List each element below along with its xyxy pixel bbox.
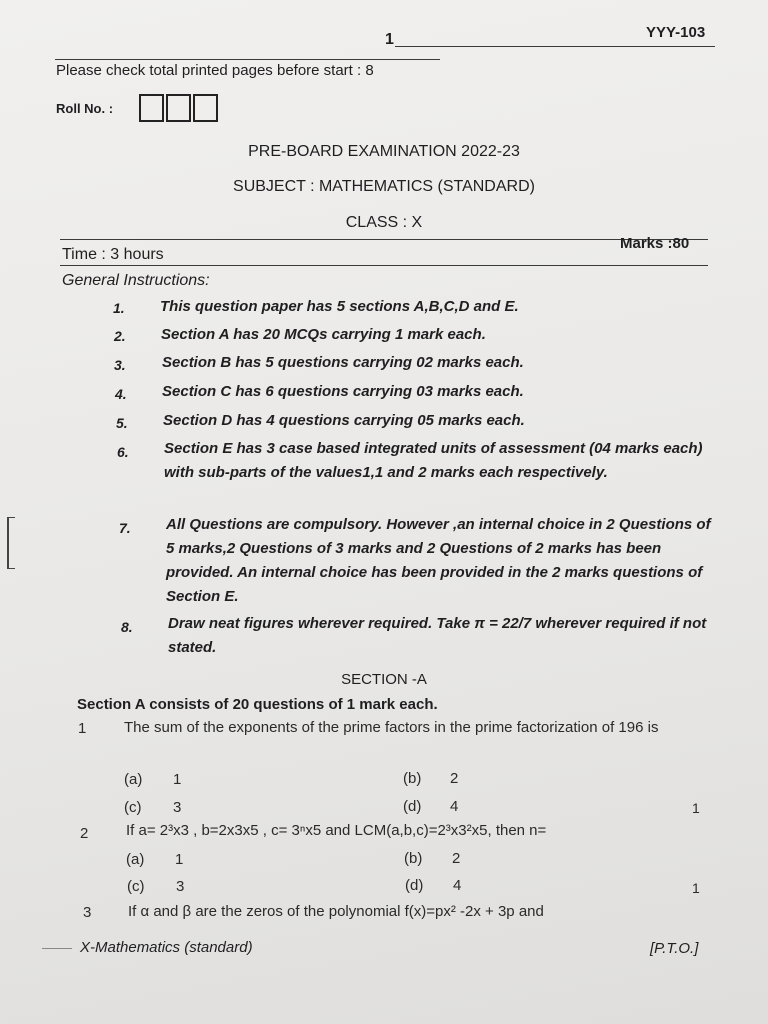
instruction-text: All Questions are compulsory. However ,an internal choice in 2 Questions of 5 marks,2 Questions of 3 marks and 2 Questions of 2 marks has been provided. An internal choice has been provided in the 2 marks questions of Section E. bbox=[166, 516, 711, 605]
option-label: (c) bbox=[124, 799, 142, 816]
option-label: (c) bbox=[127, 878, 145, 895]
instruction-number: 6. bbox=[117, 444, 129, 460]
instruction-text: Section E has 3 case based integrated units of assessment (04 marks each) with sub-parts of the values1,1 and 2 marks each respectively. bbox=[164, 440, 703, 481]
general-instructions-title: General Instructions: bbox=[62, 272, 210, 289]
header-rule bbox=[395, 46, 715, 47]
option-label: (a) bbox=[126, 851, 145, 868]
section-subtitle: Section A consists of 20 questions of 1 mark each. bbox=[77, 696, 438, 713]
section-title: SECTION -A bbox=[341, 671, 427, 688]
footer-subject: X-Mathematics (standard) bbox=[80, 939, 253, 956]
option-label: (d) bbox=[405, 877, 424, 894]
top-rule bbox=[55, 59, 440, 60]
subject-title: SUBJECT : MATHEMATICS (STANDARD) bbox=[233, 178, 535, 195]
option-value: 1 bbox=[173, 771, 182, 788]
class-label: CLASS : X bbox=[345, 214, 423, 231]
option-value: 3 bbox=[173, 799, 182, 816]
footer-dash bbox=[42, 948, 72, 949]
instruction-number: 2. bbox=[114, 328, 126, 344]
exam-title: PRE-BOARD EXAMINATION 2022-23 bbox=[248, 143, 520, 160]
question-marks: 1 bbox=[692, 880, 700, 896]
question-text: If α and β are the zeros of the polynomial f(x)=px² -2x + 3p and bbox=[128, 903, 544, 920]
option-value: 2 bbox=[450, 770, 459, 787]
option-label: (a) bbox=[124, 771, 143, 788]
page-number: 1 bbox=[385, 31, 394, 48]
marks-label: Marks :80 bbox=[620, 235, 690, 252]
roll-number-box[interactable] bbox=[139, 94, 164, 122]
time-label: Time : 3 hours bbox=[62, 246, 164, 263]
instruction-text: Section A has 20 MCQs carrying 1 mark each. bbox=[161, 326, 486, 343]
instruction-number: 3. bbox=[114, 357, 126, 373]
pages-note: Please check total printed pages before start : 8 bbox=[56, 62, 374, 79]
option-value: 3 bbox=[176, 878, 185, 895]
option-value: 4 bbox=[450, 798, 459, 815]
instruction-text: This question paper has 5 sections A,B,C,D and E. bbox=[160, 298, 519, 315]
option-label: (d) bbox=[403, 798, 422, 815]
footer-pto: [P.T.O.] bbox=[650, 940, 699, 957]
info-rule-bottom bbox=[60, 265, 708, 266]
roll-number-label: Roll No. : bbox=[56, 101, 114, 116]
question-marks: 1 bbox=[692, 800, 700, 816]
instruction-number: 1. bbox=[113, 300, 125, 316]
option-value: 4 bbox=[453, 877, 462, 894]
margin-bracket-mark bbox=[7, 517, 15, 569]
instruction-text: Section B has 5 questions carrying 02 marks each. bbox=[162, 354, 524, 371]
instruction-text: Draw neat figures wherever required. Take π = 22/7 wherever required if not stated. bbox=[168, 615, 707, 656]
question-text: If a= 2³x3 , b=2x3x5 , c= 3ⁿx5 and LCM(a,b,c)=2³x3²x5, then n= bbox=[126, 822, 547, 839]
option-value: 1 bbox=[175, 851, 184, 868]
roll-number-box[interactable] bbox=[166, 94, 191, 122]
question-number: 2 bbox=[80, 825, 89, 842]
instruction-number: 4. bbox=[115, 386, 127, 402]
instruction-number: 7. bbox=[119, 520, 131, 536]
option-value: 2 bbox=[452, 850, 461, 867]
instruction-text: Section D has 4 questions carrying 05 marks each. bbox=[163, 412, 525, 429]
question-number: 3 bbox=[83, 904, 92, 921]
paper-code: YYY-103 bbox=[646, 24, 706, 41]
question-text: The sum of the exponents of the prime factors in the prime factorization of 196 is bbox=[124, 719, 659, 736]
roll-number-box[interactable] bbox=[193, 94, 218, 122]
option-label: (b) bbox=[403, 770, 422, 787]
instruction-number: 8. bbox=[121, 619, 133, 635]
option-label: (b) bbox=[404, 850, 423, 867]
instruction-text: Section C has 6 questions carrying 03 marks each. bbox=[162, 383, 524, 400]
instruction-number: 5. bbox=[116, 415, 128, 431]
info-rule-top bbox=[60, 239, 708, 240]
question-number: 1 bbox=[78, 720, 87, 737]
